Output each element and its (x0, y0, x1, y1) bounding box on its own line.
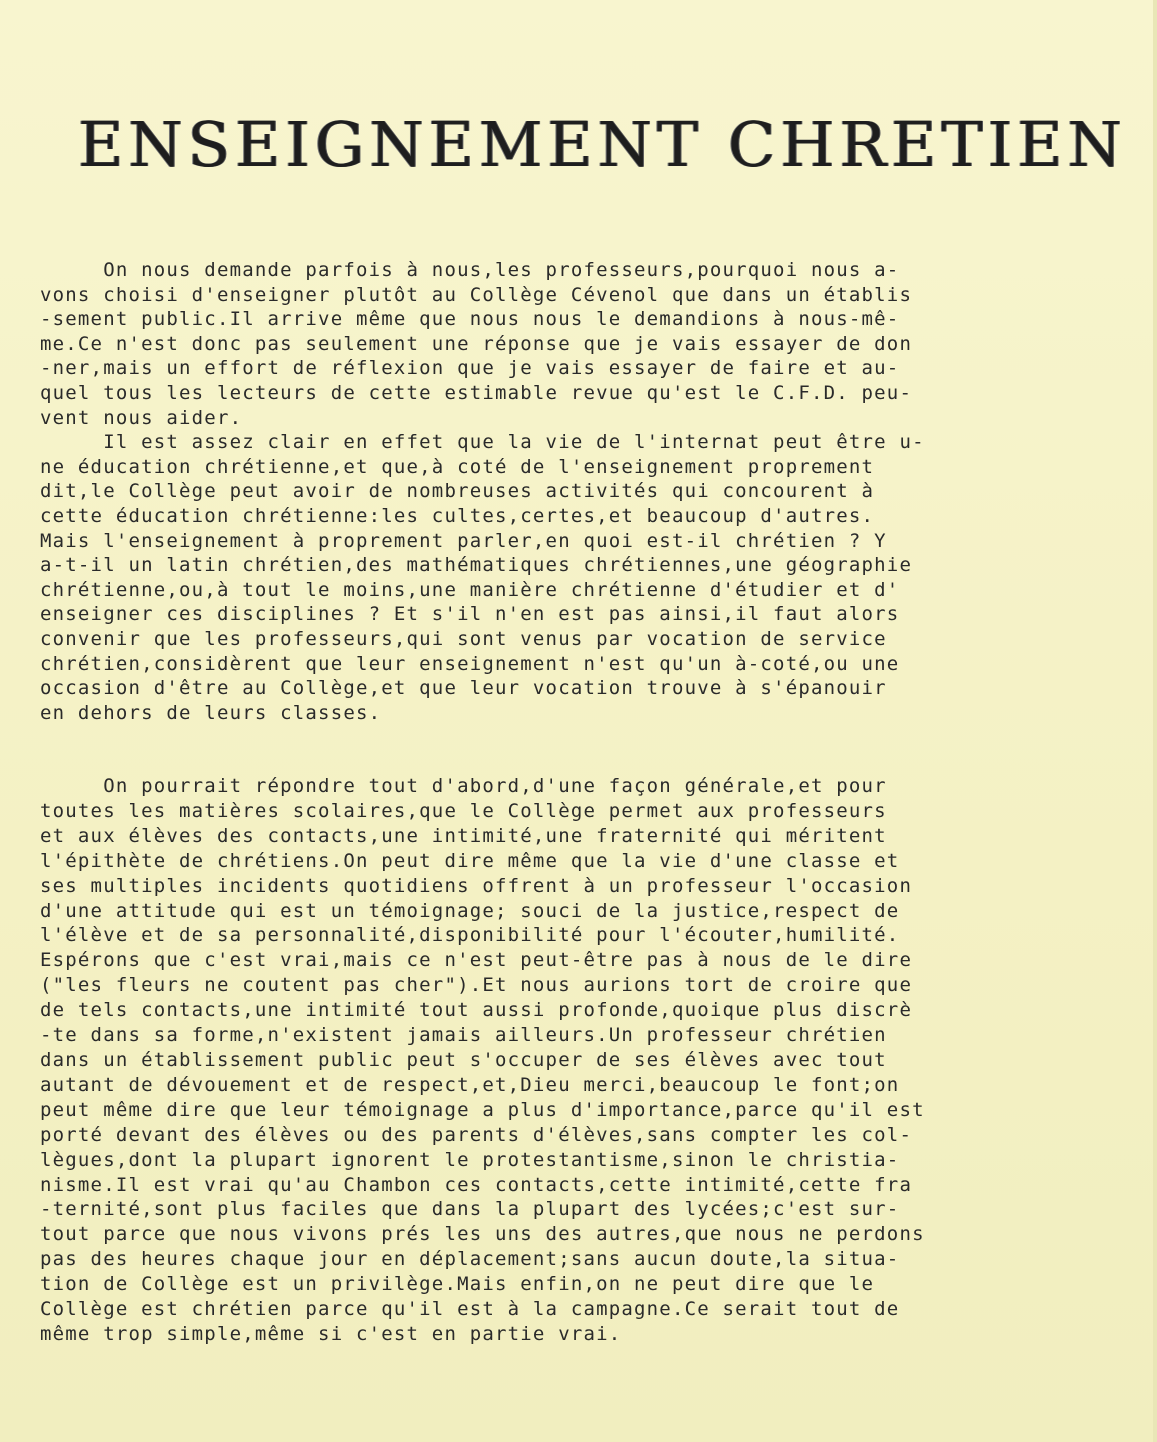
paragraphs-intro: On nous demande parfois à nous,les professeurs,pourquoi nous a- vons choisi d'enseigner plutôt au Collège Cévenol que dans un établis -sement public.Il arrive même que nous nous le demandions à nous-mê- me.Ce n'est donc pas seulement une réponse que je vais essayer de don -ner,mais un effort de réflexion que je vais essayer de faire et au- quel tous les lecteurs de cette estimable revue qu'est le C.F.D. peu- vent nous aider. Il est assez clair en effet que la vie de l'internat peut être u- ne éducation chrétienne,et que,à coté de l'enseignement proprement dit,le Collège peut avoir de nombreuses activités qui concourent à cette éducation chrétienne:les cultes,certes,et beaucoup d'autres. Mais l'enseignement à proprement parler,en quoi est-il chrétien ? Y a-t-il un latin chrétien,des mathématiques chrétiennes,une géographie chrétienne,ou,à tout le moins,une manière chrétienne d'étudier et d' enseigner ces disciplines ? Et s'il n'en est pas ainsi,il faut alors convenir que les professeurs,qui sont venus par vocation de service chrétien,considèrent que leur enseignement n'est qu'un à-coté,ou une occasion d'être au Collège,et que leur vocation trouve à s'épanouir en dehors de leurs classes. (40, 259, 925, 724)
paragraphs-response: On pourrait répondre tout d'abord,d'une façon générale,et pour toutes les matières scolaires,que le Collège permet aux professeurs et aux élèves des contacts,une intimité,une fraternité qui méritent l'épithète de chrétiens.On peut dire même que la vie d'une classe et ses multiples incidents quotidiens offrent à un professeur l'occasion d'une attitude qui est un témoignage; souci de la justice,respect de l'élève et de sa personnalité,disponibilité pour l'écouter,humilité. Espérons que c'est vrai,mais ce n'est peut-être pas à nous de le dire ("les fleurs ne coutent pas cher").Et nous aurions tort de croire que de tels contacts,une intimité tout aussi profonde,quoique plus discrè -te dans sa forme,n'existent jamais ailleurs.Un professeur chrétien dans un établissement public peut s'occuper de ses élèves avec tout autant de dévouement et de respect,et,Dieu merci,beaucoup le font;on peut même dire que leur témoignage a plus d'importance,parce qu'il est porté devant des élèves ou des parents d'élèves,sans compter les col- lègues,dont la plupart ignorent le protestantisme,sinon le christia- nisme.Il est vrai qu'au Chambon ces contacts,cette intimité,cette fra -ternité,sont plus faciles que dans la plupart des lycées;c'est sur- tout parce que nous vivons prés les uns des autres,que nous ne perdons pas des heures chaque jour en déplacement;sans aucun doute,la situa- tion de Collège est un privilège.Mais enfin,on ne peut dire que le Collège est chrétien parce qu'il est à la campagne.Ce serait tout de même trop simple,même si c'est en partie vrai. (40, 775, 925, 1345)
page-title: ENSEIGNEMENT CHRETIEN (78, 108, 1127, 181)
